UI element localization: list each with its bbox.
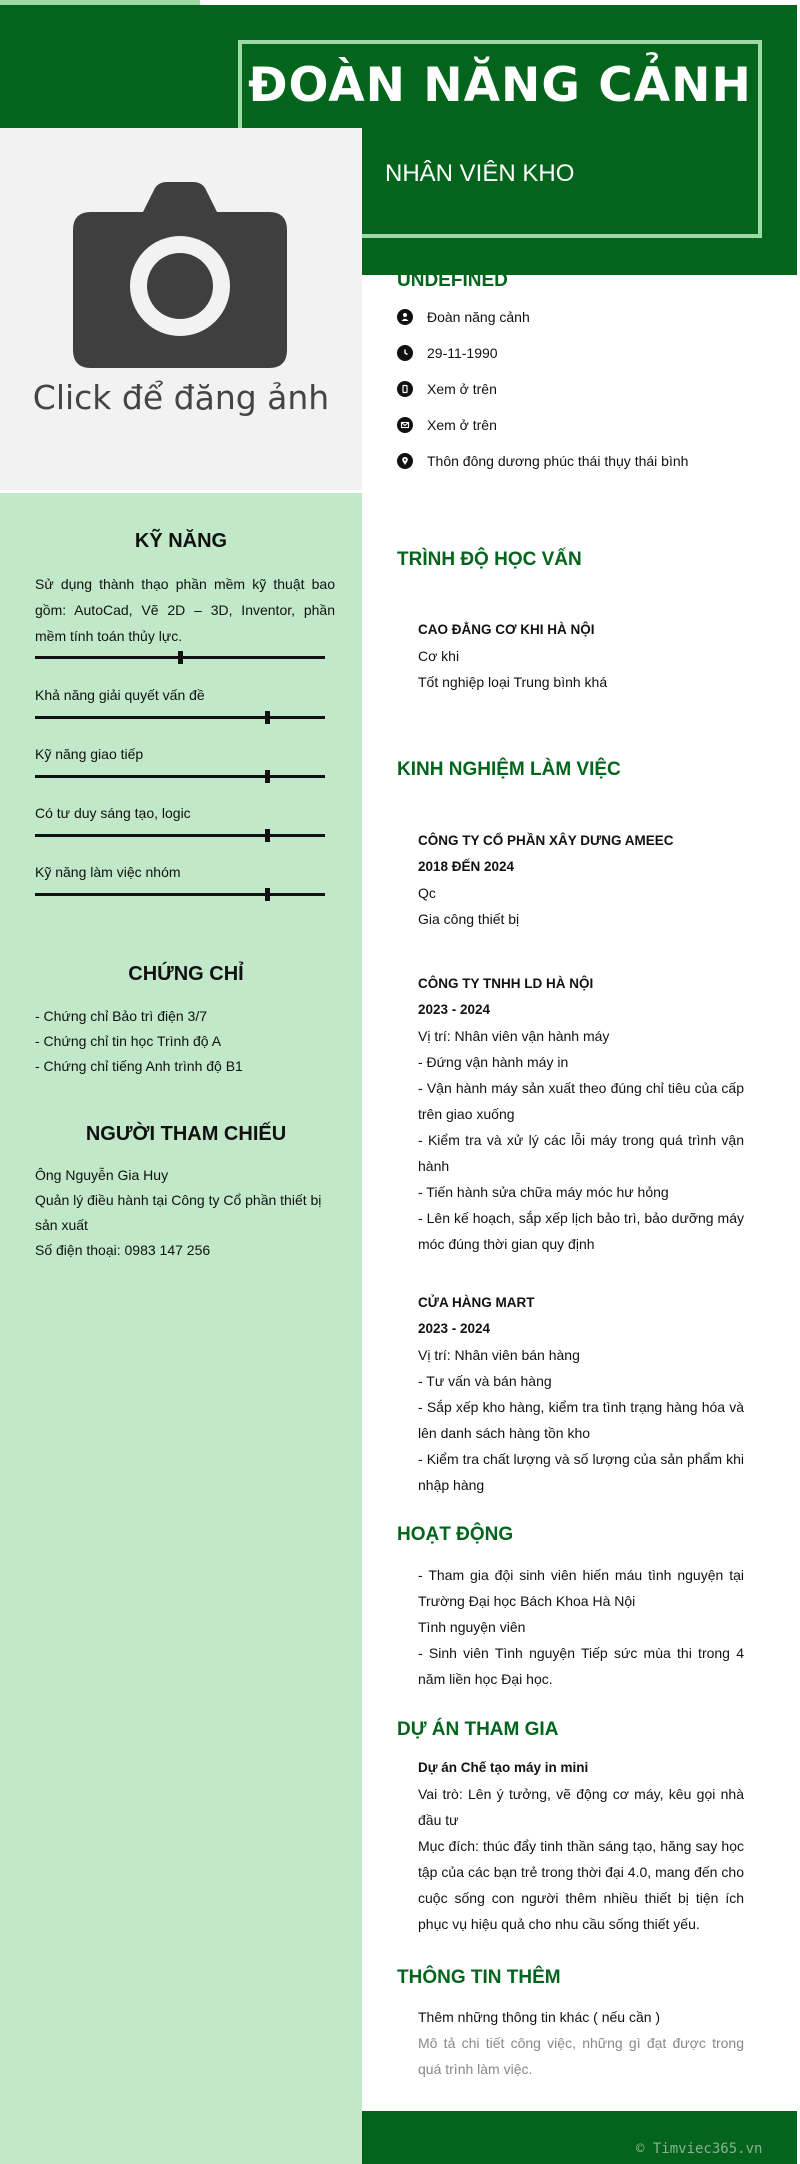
contact-address: Thôn đông dương phúc thái thụy thái bình (427, 453, 689, 469)
skill-4-bar (35, 834, 325, 837)
candidate-name: ĐOÀN NĂNG CẢNH (248, 58, 752, 113)
contact-heading: UNDEFINED (397, 270, 508, 291)
project-entry (418, 1755, 744, 1937)
email-icon (397, 417, 413, 433)
activities-heading: HOẠT ĐỘNG (397, 1524, 514, 1545)
skill-5-level-marker (265, 888, 270, 901)
watermark: © Timviec365.vn (636, 2141, 763, 2157)
experience-entry (418, 828, 744, 932)
experience-line: - Vận hành máy sản xuất theo đúng chỉ tiêu của cấp trên giao xuống (418, 1080, 744, 1122)
experience-company: CÔNG TY TNHH LD HÀ NỘI (418, 976, 594, 991)
skill-2-bar (35, 716, 325, 719)
reference-position: Quản lý điều hành tại Công ty Cổ phần thiết bị sản xuất (35, 1192, 322, 1233)
education-result: Tốt nghiệp loại Trung bình khá (418, 674, 608, 690)
experience-entry (418, 971, 744, 1257)
skills-heading: KỸ NĂNG (134, 530, 228, 552)
activities-block (418, 1562, 744, 1692)
experience-heading: KINH NGHIỆM LÀM VIỆC (397, 759, 621, 780)
activity-line: - Sinh viên Tình nguyện Tiếp sức mùa thi trong 4 năm liền học Đại học. (418, 1645, 744, 1687)
activity-line: Tình nguyện viên (418, 1619, 526, 1635)
experience-line: Gia công thiết bị (418, 911, 520, 927)
contact-birthday: 29-11-1990 (427, 345, 498, 361)
experience-line: - Tư vấn và bán hàng (418, 1373, 552, 1389)
certificate-item: - Chứng chỉ Bảo trì điện 3/7 (35, 1008, 208, 1024)
experience-company: CỬA HÀNG MART (418, 1295, 535, 1310)
experience-line: - Đứng vận hành máy in (418, 1054, 569, 1070)
person-icon (397, 309, 413, 325)
reference-name: Ông Nguyễn Gia Huy (35, 1167, 169, 1183)
avatar-upload[interactable] (0, 128, 362, 490)
more-info-block (418, 2004, 744, 2082)
project-purpose: Mục đích: thúc đẩy tinh thần sáng tạo, hăng say học tập của các bạn trẻ trong thời đại 4.0, mang đến cho cuộc sống con người thêm nhiều thiết bị tiện ích phục vụ hiệu quả cho nhu cầu sống thiết yếu. (418, 1838, 744, 1932)
reference-phone: Số điện thoại: 0983 147 256 (35, 1242, 211, 1258)
education-heading: TRÌNH ĐỘ HỌC VẤN (397, 549, 582, 570)
experience-line: - Tiến hành sửa chữa máy móc hư hỏng (418, 1184, 669, 1200)
activity-line: - Tham gia đội sinh viên hiến máu tình nguyện tại Trường Đại học Bách Khoa Hà Nội (418, 1567, 744, 1609)
skill-2-label: Khả năng giải quyết vấn đề (35, 687, 205, 703)
certificates-list (35, 1004, 335, 1079)
contact-address-row (397, 450, 688, 472)
experience-period: 2023 - 2024 (418, 1321, 491, 1336)
certificate-item: - Chứng chỉ tiếng Anh trình độ B1 (35, 1058, 243, 1074)
skill-4-label: Có tư duy sáng tạo, logic (35, 805, 191, 821)
skill-1-bar (35, 656, 325, 659)
experience-line: Vị trí: Nhân viên bán hàng (418, 1347, 580, 1363)
more-info-line: Thêm những thông tin khác ( nếu cần ) (418, 2009, 661, 2025)
job-title: NHÂN VIÊN KHO (385, 160, 575, 187)
skill-5-label: Kỹ năng làm việc nhóm (35, 864, 181, 880)
skill-1-level-marker (178, 651, 183, 664)
location-icon (397, 453, 413, 469)
experience-period: 2023 - 2024 (418, 1002, 491, 1017)
education-school: CAO ĐẲNG CƠ KHI HÀ NỘI (418, 622, 595, 637)
experience-line: - Sắp xếp kho hàng, kiểm tra tình trạng hàng hóa và lên danh sách hàng tồn kho (418, 1399, 744, 1441)
contact-phone-row (397, 378, 497, 400)
clock-icon (397, 345, 413, 361)
experience-line: - Kiểm tra chất lượng và số lượng của sản phẩm khi nhập hàng (418, 1451, 744, 1493)
project-role: Vai trò: Lên ý tưởng, vẽ động cơ máy, kêu gọi nhà đầu tư (418, 1786, 744, 1828)
upload-photo-label[interactable]: Click để đăng ảnh (32, 378, 330, 417)
project-title: Dự án Chế tạo máy in mini (418, 1760, 589, 1775)
contact-phone: Xem ở trên (427, 381, 497, 397)
education-entry (418, 617, 744, 695)
references-heading: NGƯỜI THAM CHIẾU (85, 1123, 287, 1145)
contact-name-row (397, 306, 530, 328)
more-info-heading: THÔNG TIN THÊM (397, 1967, 561, 1988)
experience-line: Vị trí: Nhân viên vận hành máy (418, 1028, 610, 1044)
education-major: Cơ khi (418, 648, 460, 664)
skill-3-level-marker (265, 770, 270, 783)
experience-period: 2018 ĐẾN 2024 (418, 859, 515, 874)
skill-3-label: Kỹ năng giao tiếp (35, 746, 144, 762)
more-info-placeholder: Mô tả chi tiết công việc, những gì đạt được trong quá trình làm việc. (418, 2035, 744, 2077)
reference-block (35, 1163, 335, 1263)
skill-3-bar (35, 775, 325, 778)
experience-line: Qc (418, 885, 436, 901)
contact-name: Đoàn năng cảnh (427, 309, 530, 325)
skill-5-bar (35, 893, 325, 896)
experience-entry (418, 1290, 744, 1498)
camera-icon (73, 182, 287, 368)
contact-email: Xem ở trên (427, 417, 497, 433)
experience-company: CÔNG TY CỔ PHẦN XÂY DƯNG AMEEC (418, 833, 674, 848)
contact-birthday-row (397, 342, 498, 364)
skill-4-level-marker (265, 829, 270, 842)
projects-heading: DỰ ÁN THAM GIA (397, 1719, 559, 1740)
certificate-item: - Chứng chỉ tin học Trình độ A (35, 1033, 222, 1049)
skill-2-level-marker (265, 711, 270, 724)
experience-line: - Lên kế hoạch, sắp xếp lịch bảo trì, bảo dưỡng máy móc đúng thời gian quy định (418, 1210, 744, 1252)
experience-line: - Kiểm tra và xử lý các lỗi máy trong quá trình vận hành (418, 1132, 744, 1174)
skill-1-label: Sử dụng thành thạo phần mềm kỹ thuật bao gồm: AutoCad, Vẽ 2D – 3D, Inventor, phần mềm tính toán thủy lực. (35, 576, 335, 644)
phone-icon (397, 381, 413, 397)
contact-email-row (397, 414, 497, 436)
certificates-heading: CHỨNG CHỈ (128, 963, 244, 985)
